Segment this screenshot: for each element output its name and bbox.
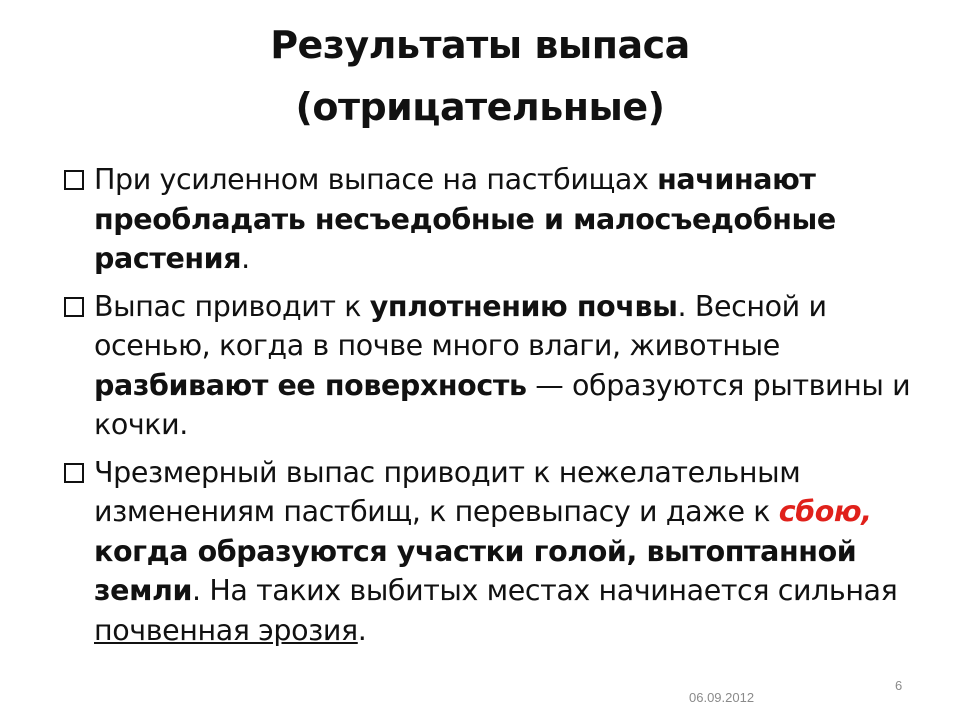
checkbox-bullet-icon [64, 463, 84, 483]
checkbox-bullet-icon [64, 297, 84, 317]
bullet-2-emphasis-1: уплотнению почвы [369, 289, 678, 323]
bullet-2-emphasis-2: разбивают ее поверхность [94, 368, 527, 402]
slide-title-line2: (отрицательные) [295, 85, 665, 129]
bullet-2-text: Выпас приводит к [94, 289, 370, 323]
bullet-3-comma: , [861, 495, 872, 528]
bullet-item-1 [62, 160, 922, 279]
bullet-1-text: При усиленном выпасе на пастбищах [94, 163, 658, 196]
bullet-list [62, 160, 922, 658]
bullet-3-emphasis: когда образуются участки голой, вытоптанной земли [94, 534, 857, 607]
bullet-3-red-emphasis: сбою [778, 495, 862, 528]
bullet-item-2 [62, 287, 922, 445]
bullet-3-tail: . [357, 613, 367, 647]
footer-date: 06.09.2012 [689, 690, 755, 705]
bullet-2-tail: — образуются рытвины и кочки. [94, 368, 911, 441]
bullet-1-tail: . [241, 242, 250, 275]
slide-title [0, 14, 960, 138]
slide-title-line1: Результаты выпаса [270, 23, 690, 67]
bullet-3-text-2: . На таких выбитых местах начинается сильная [192, 574, 898, 607]
bullet-3-text: Чрезмерный выпас приводит к нежелательным изменениям пастбищ, к перевыпасу и даже к [94, 455, 801, 528]
slide-number: 6 [895, 678, 903, 693]
bullet-3-underlined-term: почвенная эрозия [94, 613, 358, 647]
bullet-item-3 [62, 453, 922, 651]
checkbox-bullet-icon [64, 170, 84, 190]
bullet-1-emphasis: начинают преобладать несъедобные и малосъедобные растения [94, 163, 836, 275]
bullet-2-text-2: . Весной и осенью, когда в почве много влаги, животные [94, 289, 827, 362]
